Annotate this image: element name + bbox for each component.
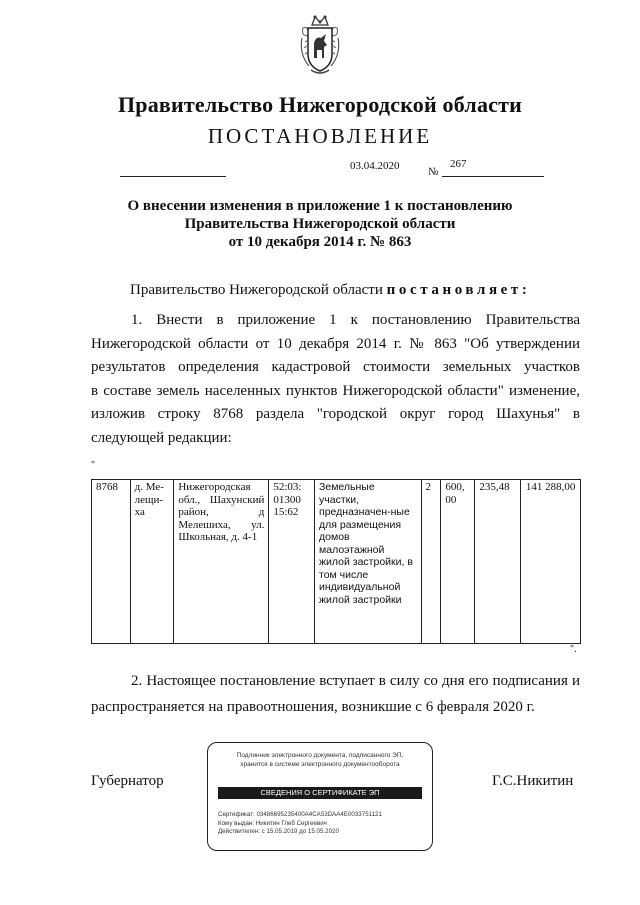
document-heading — [0, 197, 640, 251]
cell-row-number: 8768 — [92, 480, 131, 644]
heading-line-1: О внесении изменения в приложение 1 к постановлению — [127, 198, 513, 214]
stamp-issued-to: Кому выдан: Никитин Глеб Сергеевич — [218, 819, 327, 827]
document-date: 03.04.2020 — [350, 160, 400, 172]
paragraph-1-line: в составе земель населенных пунктов Нижегородской области" изменение, — [91, 382, 580, 399]
quote-close: ". — [570, 644, 577, 655]
document-number: 267 — [450, 158, 467, 170]
cell-locality: д. Ме-лещи-ха — [130, 480, 174, 644]
number-underline — [442, 176, 544, 177]
signatory-name: Г.С.Никитин — [492, 773, 574, 789]
date-underline — [120, 176, 226, 177]
quote-open: " — [91, 460, 96, 471]
stamp-line: хранится в системе электронного документооборота — [240, 760, 400, 768]
paragraph-1-line: результатов определения кадастровой стоимости земельных участков — [91, 359, 580, 375]
number-label: № — [428, 166, 439, 178]
stamp-certificate-bar: СВЕДЕНИЯ О СЕРТИФИКАТЕ ЭП — [218, 787, 422, 799]
stamp-header — [208, 752, 432, 769]
preamble-text: Правительство Нижегородской области — [130, 282, 387, 298]
paragraph-2 — [91, 668, 580, 720]
stamp-fields — [218, 811, 382, 837]
stamp-line: Подлинник электронного документа, подписанного ЭП, — [236, 752, 404, 759]
paragraph-2-line: 2. Настоящее постановление вступает в силу со дня его подписания и — [131, 673, 580, 689]
cell-cadastral-number: 52:03: 01300 15:62 — [269, 480, 315, 644]
coat-of-arms-icon — [297, 14, 343, 78]
heading-line-2: Правительства Нижегородской области — [184, 216, 456, 232]
cell-cadastral-value: 141 288,00 — [521, 480, 581, 644]
cell-group: 2 — [421, 480, 441, 644]
government-title: Правительство Нижегородской области — [117, 92, 522, 117]
signatory-position: Губернатор — [91, 773, 164, 789]
e-signature-stamp — [207, 742, 433, 851]
paragraph-1-line: 1. Внести в приложение 1 к постановлению Правительства — [131, 312, 580, 328]
stamp-validity: Действителен: с 15.05.2019 до 15.05.2020 — [218, 828, 339, 835]
cell-land-category: Земельные участки, предназначен-ные для размещения домов малоэтажной жилой застройки, в том числе индивидуальной жилой застройки — [315, 480, 422, 644]
paragraph-2-line: распространяется на правоотношения, возникшие с 6 февраля 2020 г. — [91, 699, 535, 715]
paragraph-1 — [91, 309, 580, 450]
heading-line-3: от 10 декабря 2014 г. № 863 — [228, 234, 412, 250]
cell-rate: 235,48 — [475, 480, 521, 644]
cell-address: Нижегородская обл., Шахунский район, д Мелешиха, ул. Школьная, д. 4-1 — [174, 480, 269, 644]
document-type: ПОСТАНОВЛЕНИЕ — [207, 124, 433, 148]
cadastral-table — [91, 479, 581, 644]
stamp-certificate: Сертификат: 03486695235400A4CA53DAA4E0033751121 — [218, 811, 382, 818]
cell-area: 600, 00 — [441, 480, 475, 644]
paragraph-1-line: изложив строку 8768 раздела "городской округ город Шахунья" в — [91, 406, 580, 422]
paragraph-1-line: Нижегородской области от 10 декабря 2014 г. № 863 "Об утверждении — [91, 335, 580, 352]
preamble-emphasis: постановляет: — [386, 282, 531, 298]
table-row — [92, 480, 581, 644]
preamble — [130, 282, 531, 299]
paragraph-1-line: следующей редакции: — [91, 429, 232, 446]
